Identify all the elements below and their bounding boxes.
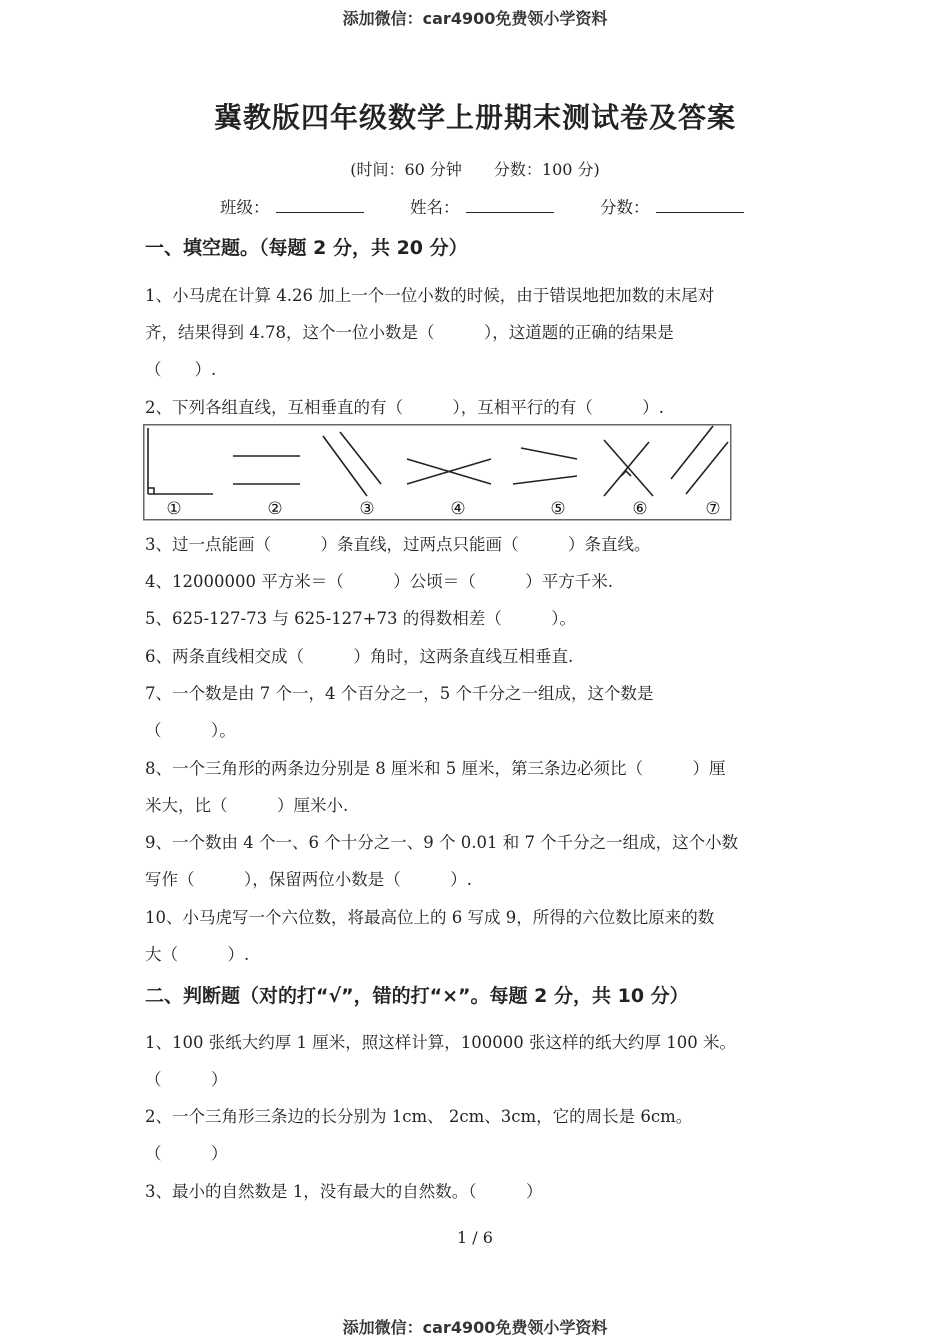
question-line: 3、最小的自然数是 1，没有最大的自然数。（ ） <box>145 1182 543 1201</box>
figure-label-7: ⑦ <box>705 499 721 519</box>
exam-subtitle: (时间：60 分钟 分数：100 分) <box>350 160 600 179</box>
question-line: 4、12000000 平方米＝（ ）公顷＝（ ）平方千米. <box>145 572 613 591</box>
group-5-lines <box>513 448 577 484</box>
name-label: 姓名： <box>410 198 460 217</box>
line-groups-figure <box>143 424 732 521</box>
question-line: 大（ ）. <box>145 945 250 964</box>
question-line: 写作（ ），保留两位小数是（ ）. <box>145 870 472 889</box>
page-number: 1 / 6 <box>457 1228 493 1247</box>
section-true-false-heading: 二、判断题（对的打“√”，错的打“×”。每题 2 分，共 10 分） <box>145 985 689 1007</box>
watermark-bottom: 添加微信：car4900免费领小学资料 <box>342 1318 608 1337</box>
group-6-perpendicular <box>604 440 653 496</box>
question-line: （ ）。 <box>145 721 236 740</box>
watermark-top: 添加微信：car4900免费领小学资料 <box>342 9 608 28</box>
question-line: 2、下列各组直线，互相垂直的有（ ），互相平行的有（ ）. <box>145 398 664 417</box>
figure-label-4: ④ <box>450 499 466 519</box>
question-line: 3、过一点能画（ ）条直线，过两点只能画（ ）条直线。 <box>145 535 651 554</box>
question-line: （ ） <box>145 1144 228 1163</box>
group-3-lines <box>323 432 381 496</box>
question-line: 1、小马虎在计算 4.26 加上一个一位小数的时候，由于错误地把加数的末尾对 <box>145 286 715 305</box>
name-field[interactable] <box>466 198 554 213</box>
class-field[interactable] <box>276 198 364 213</box>
question-line: 8、一个三角形的两条边分别是 8 厘米和 5 厘米，第三条边必须比（ ）厘 <box>145 759 726 778</box>
figure-label-5: ⑤ <box>550 499 566 519</box>
question-line: 5、625-127-73 与 625-127+73 的得数相差（ ）。 <box>145 609 576 628</box>
figure-label-6: ⑥ <box>632 499 648 519</box>
question-line: 10、小马虎写一个六位数，将最高位上的 6 写成 9，所得的六位数比原来的数 <box>145 908 715 927</box>
section-fill-blank-heading: 一、填空题。（每题 2 分，共 20 分） <box>145 237 468 259</box>
question-line: 9、一个数由 4 个一、6 个十分之一、9 个 0.01 和 7 个千分之一组成，这个小数 <box>145 833 739 852</box>
question-line: 1、100 张纸大约厚 1 厘米，照这样计算，100000 张这样的纸大约厚 100 米。 <box>145 1033 736 1052</box>
group-7-parallel <box>671 426 728 494</box>
figure-label-2: ② <box>267 499 283 519</box>
score-label: 分数： <box>600 198 650 217</box>
group-4-intersecting <box>407 459 491 484</box>
question-line: 2、一个三角形三条边的长分别为 1cm、 2cm、3cm，它的周长是 6cm。 <box>145 1107 693 1126</box>
question-line: （ ） <box>145 1070 228 1089</box>
question-line: 6、两条直线相交成（ ）角时，这两条直线互相垂直. <box>145 647 574 666</box>
student-info-row <box>220 194 744 218</box>
page-title: 冀教版四年级数学上册期末测试卷及答案 <box>213 101 736 134</box>
group-1-perpendicular <box>148 428 213 494</box>
question-line: 米大，比（ ）厘米小. <box>145 796 349 815</box>
question-line: 7、一个数是由 7 个一，4 个百分之一，5 个千分之一组成，这个数是 <box>145 684 654 703</box>
question-line: （ ）. <box>145 360 217 379</box>
score-field[interactable] <box>656 198 744 213</box>
class-label: 班级： <box>220 198 270 217</box>
question-line: 齐，结果得到 4.78，这个一位小数是（ ），这道题的正确的结果是 <box>145 323 674 342</box>
group-2-parallel <box>233 456 300 484</box>
figure-label-3: ③ <box>359 499 375 519</box>
figure-label-1: ① <box>166 499 182 519</box>
